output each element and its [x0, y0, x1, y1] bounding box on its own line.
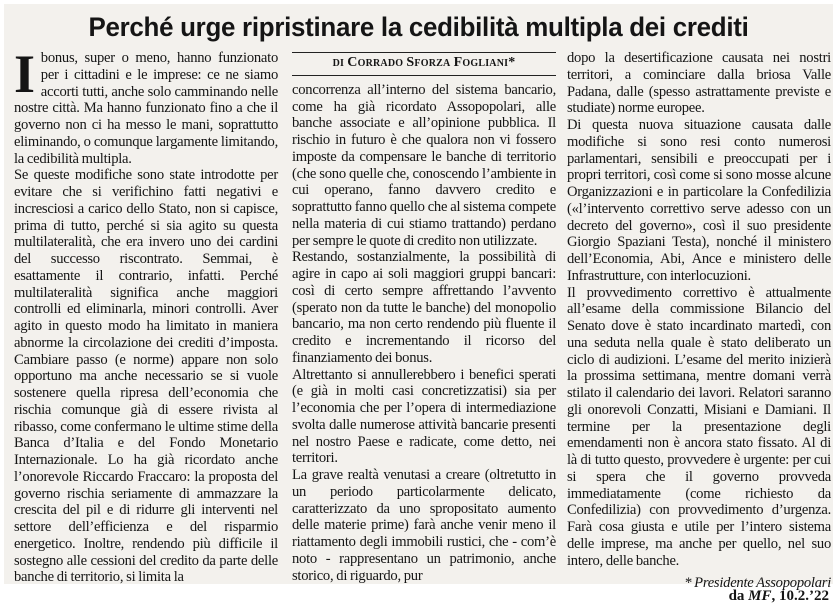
column-1: [14, 44, 278, 586]
paragraph: dopo la desertificazione causata nei nostri territori, a cominciare dalla briosa Valle Padana, dalle (spesso astrattamente previste e studiate) norme europee.: [567, 50, 831, 117]
source-prefix: da: [728, 588, 749, 604]
paragraph: Restando, sostanzialmente, la possibilità di agire in capo ai soli maggiori gruppi bancari: così di certo sempre affrettando l’avvento (sperato non da tutte le banche) del monopolio bancario, ma non certo rendendo più fluente il credito e incrementando il ricorso del finanziamento dei bonus.: [292, 249, 556, 366]
column-3: [567, 50, 831, 592]
paragraph: La grave realtà venutasi a creare (oltretutto in un periodo particolarmente delicato, caratterizzato da uno spropositato aumento delle materie prime) farà anche venir meno il riattamento degli immobili rustici, che - com’è noto - rappresentano un patrimonio, anche storico, di riguardo, pur: [292, 467, 556, 584]
author-note: * Presidente Assopopolari: [684, 575, 831, 592]
newspaper-clipping: [4, 4, 833, 592]
paragraph: Se queste modifiche sono state introdotte per evitare che si verifichino fatti negativi e incresciosi a carico dello Stato, non si capisce, prima di tutto, perché si sia agito su questa multilateralità, che era invero uno dei cardini del successo riscontrato. Semmai, è esattamente il contrario, infatti. Perché multilateralità significa anche maggiori controlli ed eliminarla, minori controlli. Aver agito in questo modo ha limitato in maniera abnorme la circolazione dei crediti d’imposta. Cambiare passo (e norme) appare non solo opportuno ma anche necessario se si vuole sostenere quella ripresa dell’economia che rischia comunque già di essere rivista al ribasso, come confermano le ultime stime della Banca d’Italia e del Fondo Monetario Internazionale. Lo ha già ricordato anche l’onorevole Riccardo Fraccaro: la proposta del governo rischia seriamente di ammazzare la crescita del pil e di ridurre gli interventi nel settore dell’efficienza e del risparmio energetico. Inoltre, rendendo più difficile il sostegno alle cessioni del credito da parte delle banche di territorio, si limita la: [14, 167, 278, 586]
headline: Perché urge ripristinare la cedibilità multipla dei crediti: [88, 12, 749, 42]
drop-cap: I: [14, 44, 35, 104]
paragraph: Di questa nuova situazione causata dalle modifiche si sono resi conto numerosi parlamentari, sensibili e preoccupati per i propri territori, così come si sono mosse alcune Organizzazioni e in particolare la Confedilizia («l’intervento correttivo serve adesso con un decreto del governo», così il suo presidente Giorgio Spaziani Testa), nonché il ministero dell’Economia, Abi, Ance e ministero delle Infrastrutture, con interlocuzioni.: [567, 117, 831, 284]
paragraph: bonus, super o meno, hanno funzionato per i cittadini e le imprese: ce ne siamo accorti tutti, anche solo camminando nelle nostre città. Ma hanno funzionato fino a che il governo non ci ha messo le mani, soprattutto eliminando, o comunque largamente limitando, la cedibilità multipla.: [14, 50, 278, 167]
paragraph: concorrenza all’interno del sistema bancario, come ha già ricordato Assopopolari, alle banche associate e all’opinione pubblica. Il rischio in futuro è che qualora non vi fossero imposte da compensare le banche di territorio (che sono quelle che, conoscendo l’ambiente in cui operano, fanno davvero credito e soprattutto fanno quello che al sistema compete nella materia di cui stiamo trattando) perdano per sempre le quote di credito non utilizzate.: [292, 81, 556, 249]
byline: [292, 52, 556, 76]
source-date: , 10.2.’22: [771, 588, 829, 604]
source-credit: [729, 588, 829, 605]
source-paper: MF: [748, 588, 772, 604]
paragraph: Altrettanto si annullerebbero i benefici sperati (e già in molti casi concretizzatisi) sia per l’economia che per l’opera di intermediazione svolta dalle numerose attività bancarie presenti nel nostro Paese e radicate, come detto, nei territori.: [292, 366, 556, 467]
column-2: [292, 50, 556, 584]
byline-text: di Corrado Sforza Fogliani*: [332, 55, 516, 70]
paragraph: Il provvedimento correttivo è attualmente all’esame della commissione Bilancio del Senato dove è stato incardinato martedì, con una seduta nella quale è stato deliberato un ciclo di audizioni. L’esame del merito inizierà la prossima settimana, mentre domani verrà stilato il calendario dei lavori. Relatori saranno gli onorevoli Conzatti, Misiani e Damiani. Il termine per la presentazione degli emendamenti non è ancora stato fissato. Al di là di tutto questo, provvedere è urgente: per cui si spera che il governo provveda immediatamente (come richiesto da Confedilizia) con provvedimento d’urgenza. Farà cosa giusta e utile per l’intero sistema delle imprese, ma anche per quello, nel suo intero, delle banche.: [567, 284, 831, 569]
